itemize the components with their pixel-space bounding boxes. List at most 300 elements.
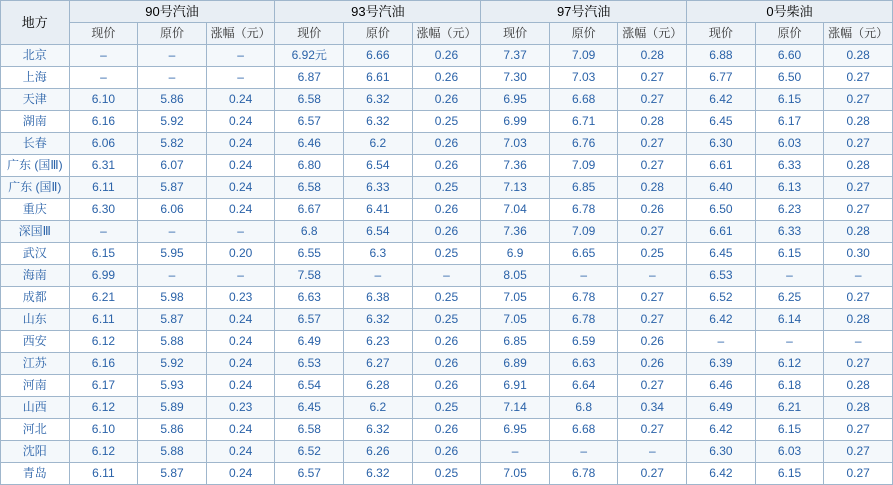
cell-value: 6.8 <box>275 221 344 243</box>
cell-value: 6.52 <box>687 287 756 309</box>
cell-value: – <box>69 45 138 67</box>
cell-value: 6.60 <box>755 45 824 67</box>
cell-value: 0.24 <box>206 111 275 133</box>
cell-value: 0.24 <box>206 353 275 375</box>
cell-value: 6.21 <box>69 287 138 309</box>
cell-value: 6.16 <box>69 111 138 133</box>
cell-value: – <box>69 67 138 89</box>
cell-value: 6.39 <box>687 353 756 375</box>
cell-value: 6.42 <box>687 309 756 331</box>
column-group-93: 93号汽油 <box>275 1 481 23</box>
table-row <box>1 177 893 199</box>
table-row <box>1 111 893 133</box>
cell-value: – <box>549 441 618 463</box>
cell-value: 0.27 <box>824 199 893 221</box>
column-group-0diesel: 0号柴油 <box>687 1 893 23</box>
column-group-90: 90号汽油 <box>69 1 275 23</box>
cell-value: 6.64 <box>549 375 618 397</box>
cell-value: 6.03 <box>755 441 824 463</box>
cell-value: 0.28 <box>824 375 893 397</box>
cell-value: 6.89 <box>481 353 550 375</box>
cell-value: 6.15 <box>755 89 824 111</box>
cell-value: 0.25 <box>412 397 481 419</box>
cell-place: 山东 <box>1 309 70 331</box>
cell-value: – <box>138 265 207 287</box>
cell-place: 天津 <box>1 89 70 111</box>
cell-value: 6.15 <box>69 243 138 265</box>
cell-value: 6.54 <box>344 155 413 177</box>
table-row <box>1 287 893 309</box>
cell-value: 6.11 <box>69 309 138 331</box>
cell-value: 0.27 <box>618 419 687 441</box>
cell-value: 0.27 <box>824 441 893 463</box>
table-row <box>1 375 893 397</box>
cell-value: 0.34 <box>618 397 687 419</box>
subheader-0-original: 原价 <box>755 23 824 45</box>
cell-value: 0.23 <box>206 397 275 419</box>
cell-value: 6.25 <box>755 287 824 309</box>
cell-value: – <box>481 441 550 463</box>
cell-value: 0.25 <box>412 111 481 133</box>
cell-value: 6.46 <box>275 133 344 155</box>
cell-place: 海南 <box>1 265 70 287</box>
cell-place: 西安 <box>1 331 70 353</box>
cell-value: 6.28 <box>344 375 413 397</box>
cell-value: 6.16 <box>69 353 138 375</box>
cell-value: – <box>755 331 824 353</box>
cell-value: 7.09 <box>549 155 618 177</box>
cell-value: 6.12 <box>755 353 824 375</box>
cell-value: 6.03 <box>755 133 824 155</box>
cell-value: 6.87 <box>275 67 344 89</box>
cell-value: 5.87 <box>138 177 207 199</box>
cell-value: 0.27 <box>824 133 893 155</box>
table-row <box>1 353 893 375</box>
cell-value: 0.27 <box>618 155 687 177</box>
cell-value: 6.61 <box>344 67 413 89</box>
cell-value: 6.18 <box>755 375 824 397</box>
cell-value: 0.27 <box>824 287 893 309</box>
cell-value: 0.26 <box>412 441 481 463</box>
cell-value: 0.24 <box>206 133 275 155</box>
cell-value: 0.27 <box>618 463 687 485</box>
cell-value: 0.27 <box>824 353 893 375</box>
cell-value: 0.23 <box>206 287 275 309</box>
cell-value: 6.45 <box>687 243 756 265</box>
cell-place: 广东 (国Ⅲ) <box>1 155 70 177</box>
cell-value: 0.20 <box>206 243 275 265</box>
cell-value: 6.12 <box>69 397 138 419</box>
cell-value: 0.28 <box>618 45 687 67</box>
cell-value: 6.42 <box>687 89 756 111</box>
cell-value: 6.10 <box>69 419 138 441</box>
cell-value: 6.15 <box>755 463 824 485</box>
cell-value: 6.2 <box>344 397 413 419</box>
cell-place: 上海 <box>1 67 70 89</box>
cell-value: 6.31 <box>69 155 138 177</box>
cell-value: 0.26 <box>618 331 687 353</box>
cell-value: 6.30 <box>687 441 756 463</box>
subheader-93-original: 原价 <box>344 23 413 45</box>
cell-value: 6.57 <box>275 111 344 133</box>
cell-value: – <box>206 45 275 67</box>
cell-value: 0.26 <box>412 221 481 243</box>
cell-value: 6.2 <box>344 133 413 155</box>
cell-value: – <box>344 265 413 287</box>
cell-value: – <box>618 265 687 287</box>
cell-value: 6.27 <box>344 353 413 375</box>
cell-value: 5.89 <box>138 397 207 419</box>
cell-value: – <box>69 221 138 243</box>
cell-value: 0.30 <box>824 243 893 265</box>
cell-value: 5.82 <box>138 133 207 155</box>
table-row <box>1 331 893 353</box>
cell-place: 北京 <box>1 45 70 67</box>
cell-value: 7.09 <box>549 221 618 243</box>
cell-value: 6.07 <box>138 155 207 177</box>
cell-value: 7.14 <box>481 397 550 419</box>
table-row <box>1 309 893 331</box>
cell-place: 山西 <box>1 397 70 419</box>
cell-value: – <box>755 265 824 287</box>
cell-value: 6.99 <box>69 265 138 287</box>
cell-value: 5.88 <box>138 331 207 353</box>
cell-value: 6.52 <box>275 441 344 463</box>
cell-value: 6.26 <box>344 441 413 463</box>
cell-value: 5.87 <box>138 309 207 331</box>
cell-value: 6.15 <box>755 419 824 441</box>
cell-value: 0.25 <box>412 287 481 309</box>
cell-value: 6.58 <box>275 419 344 441</box>
cell-value: 6.54 <box>344 221 413 243</box>
cell-value: 0.27 <box>824 419 893 441</box>
cell-value: 0.28 <box>824 397 893 419</box>
cell-value: 0.28 <box>824 45 893 67</box>
cell-value: 5.98 <box>138 287 207 309</box>
cell-value: 0.28 <box>618 177 687 199</box>
cell-value: 6.33 <box>344 177 413 199</box>
cell-value: – <box>206 221 275 243</box>
cell-value: 0.25 <box>412 309 481 331</box>
cell-value: 6.12 <box>69 441 138 463</box>
column-group-97: 97号汽油 <box>481 1 687 23</box>
table-header <box>1 1 893 45</box>
cell-value: 6.11 <box>69 177 138 199</box>
cell-value: 6.21 <box>755 397 824 419</box>
cell-value: 6.32 <box>344 463 413 485</box>
cell-value: 7.13 <box>481 177 550 199</box>
cell-value: – <box>618 441 687 463</box>
cell-value: 0.25 <box>412 463 481 485</box>
cell-value: 6.40 <box>687 177 756 199</box>
cell-place: 河北 <box>1 419 70 441</box>
cell-value: 7.03 <box>549 67 618 89</box>
cell-place: 成都 <box>1 287 70 309</box>
cell-value: 6.67 <box>275 199 344 221</box>
cell-value: 6.45 <box>687 111 756 133</box>
cell-value: 6.42 <box>687 419 756 441</box>
cell-value: 6.23 <box>755 199 824 221</box>
table-row <box>1 397 893 419</box>
cell-value: 6.32 <box>344 89 413 111</box>
cell-value: 6.92元 <box>275 45 344 67</box>
cell-value: 6.17 <box>755 111 824 133</box>
cell-value: 6.15 <box>755 243 824 265</box>
cell-value: – <box>824 265 893 287</box>
cell-value: 6.95 <box>481 89 550 111</box>
cell-value: – <box>412 265 481 287</box>
cell-place: 湖南 <box>1 111 70 133</box>
cell-value: 6.63 <box>275 287 344 309</box>
cell-value: 5.92 <box>138 353 207 375</box>
cell-value: 5.87 <box>138 463 207 485</box>
cell-value: 0.26 <box>618 199 687 221</box>
cell-value: 0.26 <box>412 353 481 375</box>
cell-value: 6.9 <box>481 243 550 265</box>
cell-value: 0.27 <box>618 133 687 155</box>
table-row <box>1 221 893 243</box>
cell-value: 6.13 <box>755 177 824 199</box>
table-body <box>1 45 893 485</box>
cell-value: 7.30 <box>481 67 550 89</box>
cell-value: 6.68 <box>549 419 618 441</box>
cell-value: 7.58 <box>275 265 344 287</box>
cell-value: 6.33 <box>755 221 824 243</box>
header-group-row <box>1 1 893 23</box>
cell-value: 0.24 <box>206 199 275 221</box>
cell-value: 0.26 <box>412 199 481 221</box>
cell-value: 7.37 <box>481 45 550 67</box>
cell-value: 6.14 <box>755 309 824 331</box>
subheader-90-change: 涨幅（元） <box>206 23 275 45</box>
cell-value: 0.27 <box>618 287 687 309</box>
cell-value: 0.27 <box>824 67 893 89</box>
subheader-93-change: 涨幅（元） <box>412 23 481 45</box>
cell-value: 6.78 <box>549 199 618 221</box>
cell-value: 0.27 <box>824 89 893 111</box>
cell-value: 6.68 <box>549 89 618 111</box>
cell-value: 0.27 <box>618 309 687 331</box>
cell-value: 6.91 <box>481 375 550 397</box>
table-row <box>1 67 893 89</box>
cell-place: 长春 <box>1 133 70 155</box>
cell-value: 0.28 <box>824 155 893 177</box>
cell-value: 0.26 <box>412 155 481 177</box>
cell-value: 6.85 <box>481 331 550 353</box>
subheader-0-current: 现价 <box>687 23 756 45</box>
cell-value: 7.36 <box>481 155 550 177</box>
cell-value: 6.66 <box>344 45 413 67</box>
cell-value: 6.63 <box>549 353 618 375</box>
cell-value: 0.24 <box>206 309 275 331</box>
cell-value: 6.38 <box>344 287 413 309</box>
cell-place: 重庆 <box>1 199 70 221</box>
cell-value: 6.78 <box>549 463 618 485</box>
cell-value: 0.27 <box>824 463 893 485</box>
subheader-97-original: 原价 <box>549 23 618 45</box>
cell-value: 0.25 <box>412 243 481 265</box>
cell-value: 5.93 <box>138 375 207 397</box>
cell-value: 6.32 <box>344 309 413 331</box>
cell-value: 0.27 <box>618 67 687 89</box>
cell-place: 青岛 <box>1 463 70 485</box>
cell-value: 6.8 <box>549 397 618 419</box>
cell-value: 6.45 <box>275 397 344 419</box>
cell-value: 6.65 <box>549 243 618 265</box>
cell-value: 6.46 <box>687 375 756 397</box>
cell-value: 6.85 <box>549 177 618 199</box>
cell-value: 6.57 <box>275 309 344 331</box>
cell-place: 沈阳 <box>1 441 70 463</box>
subheader-90-original: 原价 <box>138 23 207 45</box>
cell-value: 6.06 <box>138 199 207 221</box>
cell-value: 6.88 <box>687 45 756 67</box>
table-row <box>1 133 893 155</box>
cell-value: 7.36 <box>481 221 550 243</box>
cell-value: – <box>687 331 756 353</box>
table-row <box>1 45 893 67</box>
cell-value: 0.26 <box>412 89 481 111</box>
header-sub-row <box>1 23 893 45</box>
cell-value: 0.27 <box>618 375 687 397</box>
cell-value: 0.28 <box>824 111 893 133</box>
cell-value: 6.32 <box>344 111 413 133</box>
cell-value: 6.53 <box>687 265 756 287</box>
cell-value: 7.05 <box>481 463 550 485</box>
cell-value: 6.17 <box>69 375 138 397</box>
cell-place: 武汉 <box>1 243 70 265</box>
cell-value: 6.42 <box>687 463 756 485</box>
subheader-0-change: 涨幅（元） <box>824 23 893 45</box>
cell-value: 6.32 <box>344 419 413 441</box>
cell-value: 0.28 <box>824 309 893 331</box>
cell-value: 0.25 <box>618 243 687 265</box>
cell-value: 0.24 <box>206 155 275 177</box>
cell-value: 6.23 <box>344 331 413 353</box>
cell-value: 6.71 <box>549 111 618 133</box>
cell-value: 7.04 <box>481 199 550 221</box>
cell-value: 7.09 <box>549 45 618 67</box>
cell-value: – <box>549 265 618 287</box>
cell-value: 6.33 <box>755 155 824 177</box>
cell-value: 6.49 <box>687 397 756 419</box>
cell-value: 6.30 <box>69 199 138 221</box>
table-row <box>1 199 893 221</box>
cell-value: 0.26 <box>412 45 481 67</box>
table-row <box>1 265 893 287</box>
cell-value: – <box>138 221 207 243</box>
cell-value: 0.27 <box>618 221 687 243</box>
cell-value: 6.61 <box>687 221 756 243</box>
cell-value: 0.26 <box>412 419 481 441</box>
cell-value: 5.92 <box>138 111 207 133</box>
cell-value: 7.05 <box>481 309 550 331</box>
cell-value: 5.86 <box>138 419 207 441</box>
table-row <box>1 155 893 177</box>
cell-value: 0.28 <box>618 111 687 133</box>
cell-value: 6.78 <box>549 309 618 331</box>
cell-value: 0.24 <box>206 89 275 111</box>
table-row <box>1 243 893 265</box>
cell-value: 6.50 <box>755 67 824 89</box>
cell-value: – <box>138 45 207 67</box>
cell-value: 0.24 <box>206 177 275 199</box>
cell-place: 广东 (国Ⅱ) <box>1 177 70 199</box>
table-row <box>1 419 893 441</box>
cell-value: 0.27 <box>618 89 687 111</box>
cell-value: 6.3 <box>344 243 413 265</box>
subheader-93-current: 现价 <box>275 23 344 45</box>
cell-value: 0.24 <box>206 441 275 463</box>
cell-value: 6.06 <box>69 133 138 155</box>
cell-value: 0.27 <box>824 177 893 199</box>
cell-value: 6.50 <box>687 199 756 221</box>
table-row <box>1 441 893 463</box>
table-row <box>1 89 893 111</box>
cell-value: 6.58 <box>275 177 344 199</box>
cell-value: 0.26 <box>412 133 481 155</box>
cell-value: 6.49 <box>275 331 344 353</box>
cell-place: 河南 <box>1 375 70 397</box>
cell-value: 6.78 <box>549 287 618 309</box>
cell-value: 6.10 <box>69 89 138 111</box>
cell-value: 6.41 <box>344 199 413 221</box>
cell-value: 0.26 <box>412 67 481 89</box>
cell-value: 0.26 <box>412 331 481 353</box>
subheader-90-current: 现价 <box>69 23 138 45</box>
subheader-97-current: 现价 <box>481 23 550 45</box>
cell-value: 6.53 <box>275 353 344 375</box>
cell-place: 深国Ⅲ <box>1 221 70 243</box>
cell-value: 6.76 <box>549 133 618 155</box>
cell-value: 5.88 <box>138 441 207 463</box>
cell-value: – <box>206 265 275 287</box>
cell-value: 0.24 <box>206 463 275 485</box>
cell-value: 6.99 <box>481 111 550 133</box>
cell-value: 6.55 <box>275 243 344 265</box>
cell-value: 6.59 <box>549 331 618 353</box>
cell-value: 6.58 <box>275 89 344 111</box>
table-row <box>1 463 893 485</box>
cell-value: 7.05 <box>481 287 550 309</box>
cell-value: 5.86 <box>138 89 207 111</box>
column-header-place: 地方 <box>1 1 70 45</box>
cell-value: 0.24 <box>206 419 275 441</box>
cell-value: 8.05 <box>481 265 550 287</box>
cell-value: 6.30 <box>687 133 756 155</box>
cell-value: 0.26 <box>618 353 687 375</box>
subheader-97-change: 涨幅（元） <box>618 23 687 45</box>
cell-value: – <box>206 67 275 89</box>
cell-value: – <box>138 67 207 89</box>
cell-value: 6.95 <box>481 419 550 441</box>
cell-value: 6.61 <box>687 155 756 177</box>
cell-value: 6.57 <box>275 463 344 485</box>
cell-value: 6.77 <box>687 67 756 89</box>
cell-value: – <box>824 331 893 353</box>
cell-value: 7.03 <box>481 133 550 155</box>
cell-place: 江苏 <box>1 353 70 375</box>
cell-value: 6.54 <box>275 375 344 397</box>
cell-value: 6.80 <box>275 155 344 177</box>
cell-value: 0.25 <box>412 177 481 199</box>
cell-value: 0.24 <box>206 375 275 397</box>
cell-value: 6.12 <box>69 331 138 353</box>
cell-value: 0.26 <box>412 375 481 397</box>
cell-value: 0.28 <box>824 221 893 243</box>
cell-value: 5.95 <box>138 243 207 265</box>
cell-value: 0.24 <box>206 331 275 353</box>
